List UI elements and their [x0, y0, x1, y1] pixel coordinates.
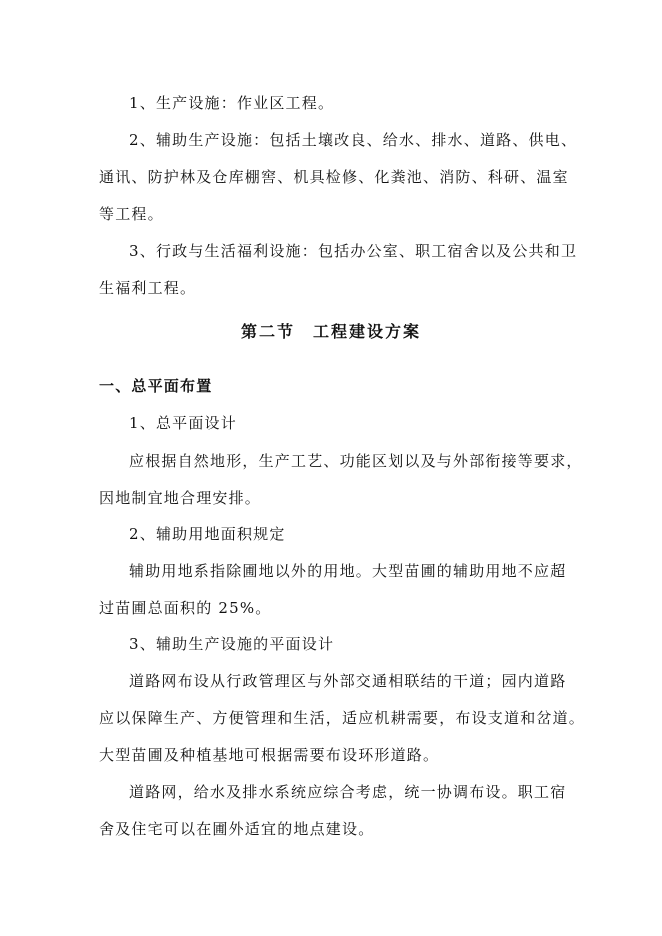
subsection-title: 一、总平面布置: [99, 377, 213, 395]
paragraph-utilities-line-2: 舍及住宅可以在圃外适宜的地点建设。: [99, 820, 375, 838]
paragraph-auxiliary-land-line-1: 辅助用地系指除圃地以外的用地。大型苗圃的辅助用地不应超: [129, 562, 567, 580]
paragraph-auxiliary-facilities-line-3: 等工程。: [99, 205, 164, 223]
paragraph-auxiliary-land-line-2: 过苗圃总面积的 25%。: [99, 599, 272, 617]
item-auxiliary-land-area: 2、辅助用地面积规定: [129, 525, 286, 543]
paragraph-road-network-line-1: 道路网布设从行政管理区与外部交通相联结的干道；园内道路: [129, 672, 567, 690]
paragraph-road-network-line-2: 应以保障生产、方便管理和生活，适应机耕需要，布设支道和岔道。: [99, 709, 586, 727]
section-title: 第二节 工程建设方案: [240, 322, 421, 341]
paragraph-utilities-line-1: 道路网，给水及排水系统应综合考虑，统一协调布设。职工宿: [129, 783, 567, 801]
paragraph-production-facilities: 1、生产设施：作业区工程。: [129, 94, 335, 112]
paragraph-site-plan-line-2: 因地制宜地合理安排。: [99, 489, 262, 507]
item-site-plan-design: 1、总平面设计: [129, 414, 237, 432]
paragraph-welfare-facilities-line-2: 生福利工程。: [99, 279, 197, 297]
paragraph-site-plan-line-1: 应根据自然地形，生产工艺、功能区划以及与外部衔接等要求，: [129, 452, 583, 470]
paragraph-welfare-facilities-line-1: 3、行政与生活福利设施：包括办公室、职工宿舍以及公共和卫: [129, 242, 578, 260]
paragraph-road-network-line-3: 大型苗圃及种植基地可根据需要布设环形道路。: [99, 746, 440, 764]
paragraph-auxiliary-facilities-line-1: 2、辅助生产设施：包括土壤改良、给水、排水、道路、供电、: [129, 131, 578, 149]
paragraph-auxiliary-facilities-line-2: 通讯、防护林及仓库棚窖、机具检修、化粪池、消防、科研、温室: [99, 168, 569, 186]
item-auxiliary-production-layout: 3、辅助生产设施的平面设计: [129, 635, 335, 653]
